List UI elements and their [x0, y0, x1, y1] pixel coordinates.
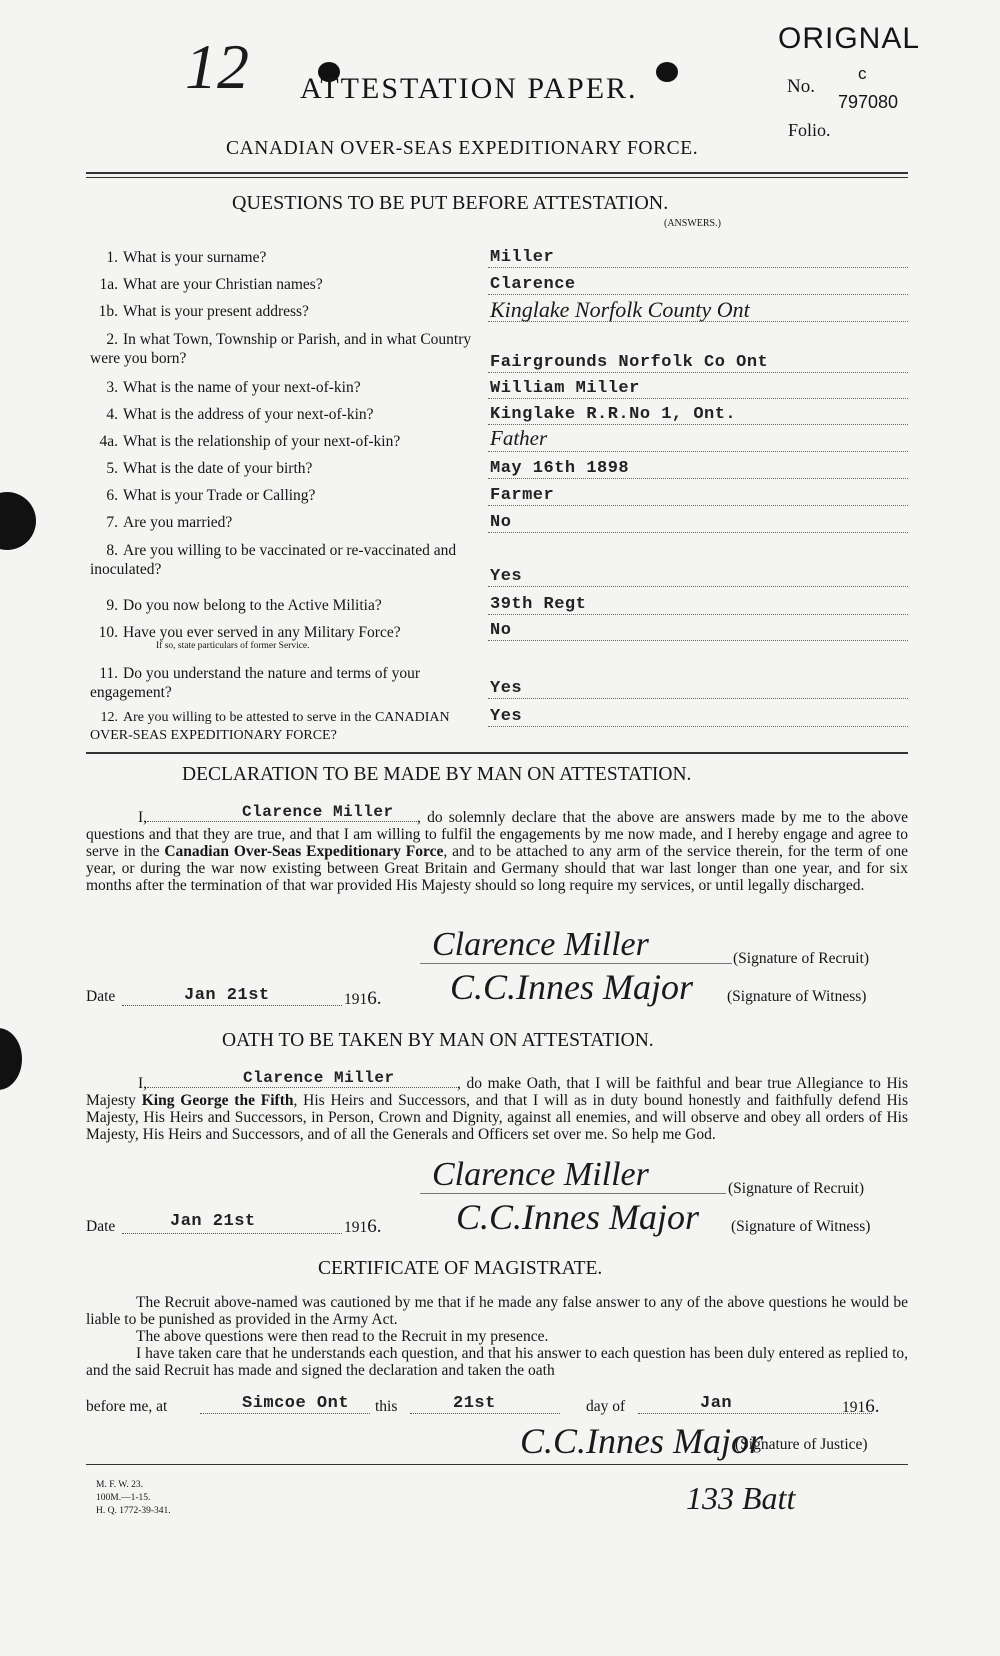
- answer-field: Kinglake Norfolk County Ont: [488, 301, 908, 322]
- month-field: Jan: [638, 1398, 872, 1414]
- answer-field: William Miller: [488, 378, 908, 399]
- handwritten-number: 12: [185, 31, 249, 102]
- oath-heading: OATH TO BE TAKEN BY MAN ON ATTESTATION.: [222, 1030, 654, 1051]
- this-label: this: [375, 1398, 398, 1415]
- question-row: 1. What is your surname?: [106, 249, 267, 266]
- declaration-date-field: Jan 21st: [122, 990, 342, 1006]
- divider: [86, 1464, 908, 1465]
- oath-name: Clarence Miller: [243, 1069, 395, 1087]
- before-me-label: before me, at: [86, 1398, 168, 1415]
- witness-signature-label: (Signature of Witness): [731, 1218, 871, 1235]
- regimental-number: 797080: [838, 92, 899, 112]
- question-row: 9. Do you now belong to the Active Militia?: [106, 597, 382, 614]
- divider: [86, 177, 908, 178]
- certificate-paragraph: The Recruit above-named was cautioned by me that if he made any false answer to any of the above questions he would be liable to be punished as provided in the Army Act.: [86, 1294, 908, 1328]
- form-code: M. F. W. 23.: [96, 1480, 144, 1490]
- unit-note: 133 Batt: [686, 1480, 796, 1516]
- question-row: 6. What is your Trade or Calling?: [106, 487, 316, 504]
- page-subtitle: CANADIAN OVER-SEAS EXPEDITIONARY FORCE.: [226, 138, 699, 159]
- answer-field: Miller: [488, 247, 908, 268]
- signature-line: [420, 963, 732, 964]
- witness-signature: C.C.Innes Major: [456, 1197, 699, 1237]
- question-row: 4. What is the address of your next-of-kin?: [106, 406, 374, 423]
- form-code: 100M.—1-15.: [96, 1493, 151, 1503]
- answer-field: Fairgrounds Norfolk Co Ont: [488, 352, 908, 373]
- form-code: H. Q. 1772-39-341.: [96, 1506, 171, 1516]
- recruit-signature: Clarence Miller: [432, 1156, 649, 1193]
- question-row: 12. Are you willing to be attested to serve in the CANADIAN OVER-SEAS EXPEDITIONARY FORCE?: [90, 710, 450, 743]
- answer-field: Yes: [488, 706, 908, 727]
- questions-heading: QUESTIONS TO BE PUT BEFORE ATTESTATION.: [232, 192, 669, 214]
- number-suffix: c: [858, 64, 867, 83]
- declaration-text: I, Clarence Miller , do solemnly declare that the above are answers made by me to the above questions and that they are true, and that I am willing to fulfil the engagements by me now made, and I hereby engage and agree to serve in the Canadian Over-Seas Expeditionary Force, and to be attached to any arm of the service therein, for the term of one year, or during the war now existing between Great Britain and Germany should that war last longer than one year, and for six months after the termination of that war provided His Majesty should so long require my services, or until legally discharged.: [86, 803, 908, 894]
- punch-hole: [0, 1028, 22, 1090]
- question-row: 3. What is the name of your next-of-kin?: [106, 379, 361, 396]
- question-row: 1a. What are your Christian names?: [99, 276, 323, 293]
- question-row: 4a. What is the relationship of your next-of-kin?: [99, 433, 401, 450]
- divider: [86, 172, 908, 174]
- answer-field: No: [488, 620, 908, 641]
- witness-signature: C.C.Innes Major: [450, 967, 693, 1007]
- answer-field: No: [488, 512, 908, 533]
- certificate-year: 1916.: [842, 1396, 880, 1417]
- recruit-signature: Clarence Miller: [432, 926, 649, 963]
- signature-line: [420, 1193, 726, 1194]
- justice-signature-label: (Signature of Justice): [735, 1436, 868, 1453]
- certificate-paragraph: The above questions were then read to the Recruit in my presence.: [136, 1328, 549, 1345]
- question-row: 5. What is the date of your birth?: [106, 460, 313, 477]
- answer-field: Father: [488, 431, 908, 452]
- ink-blot: [656, 62, 678, 82]
- certificate-heading: CERTIFICATE OF MAGISTRATE.: [318, 1258, 603, 1279]
- folio-label: Folio.: [788, 120, 831, 140]
- answer-field: Clarence: [488, 274, 908, 295]
- question-note: If so, state particulars of former Service.: [156, 641, 310, 651]
- answer-field: Farmer: [488, 485, 908, 506]
- oath-text: I, Clarence Miller , do make Oath, that I will be faithful and bear true Allegiance to His Majesty King George the Fifth, His Heirs and Successors, and that I will as in duty bound honestly and faithfully defend His Majesty, His Heirs and Successors, in Person, Crown and Dignity, against all enemies, and will observe and obey all orders of His Majesty, His Heirs and Successors, and of all the Generals and Officers set over me. So help me God.: [86, 1069, 908, 1143]
- recruit-signature-label: (Signature of Recruit): [728, 1180, 865, 1197]
- certificate-paragraph: I have taken care that he understands each question, and that his answer to each question has been duly entered as replied to, and the said Recruit has made and signed the declaration and taken the oath: [86, 1345, 908, 1379]
- question-row: 7. Are you married?: [106, 514, 233, 531]
- number-label: No.: [787, 76, 815, 97]
- oath-date-field: Jan 21st: [122, 1218, 342, 1234]
- place-field: Simcoe Ont: [200, 1398, 370, 1414]
- witness-signature-label: (Signature of Witness): [727, 988, 867, 1005]
- answer-field: May 16th 1898: [488, 458, 908, 479]
- original-stamp: ORIGNAL: [778, 22, 921, 55]
- oath-date-label: Date: [86, 1218, 116, 1235]
- question-row: 10. Have you ever served in any Military Force?: [98, 624, 401, 641]
- recruit-signature-label: (Signature of Recruit): [733, 950, 870, 967]
- day-of-label: day of: [586, 1398, 626, 1415]
- punch-hole: [0, 492, 36, 550]
- answers-label: (ANSWERS.): [664, 218, 721, 229]
- page-title: ATTESTATION PAPER.: [300, 72, 638, 105]
- answer-field: Yes: [488, 678, 908, 699]
- divider: [86, 752, 908, 754]
- justice-signature: C.C.Innes Major: [520, 1421, 763, 1461]
- question-row: 8. Are you willing to be vaccinated or re-vaccinated and inoculated?: [90, 542, 457, 578]
- declaration-heading: DECLARATION TO BE MADE BY MAN ON ATTESTATION.: [182, 764, 692, 785]
- declaration-name: Clarence Miller: [242, 803, 394, 821]
- question-row: 2. In what Town, Township or Parish, and in what Country were you born?: [90, 331, 472, 367]
- day-field: 21st: [410, 1398, 560, 1414]
- oath-year: 1916.: [344, 1216, 382, 1237]
- question-row: 1b. What is your present address?: [98, 303, 309, 320]
- declaration-year: 1916.: [344, 988, 382, 1009]
- declaration-date-label: Date: [86, 988, 116, 1005]
- answer-field: Kinglake R.R.No 1, Ont.: [488, 404, 908, 425]
- question-row: 11. Do you understand the nature and terms of your engagement?: [90, 665, 421, 701]
- answer-field: 39th Regt: [488, 594, 908, 615]
- answer-field: Yes: [488, 566, 908, 587]
